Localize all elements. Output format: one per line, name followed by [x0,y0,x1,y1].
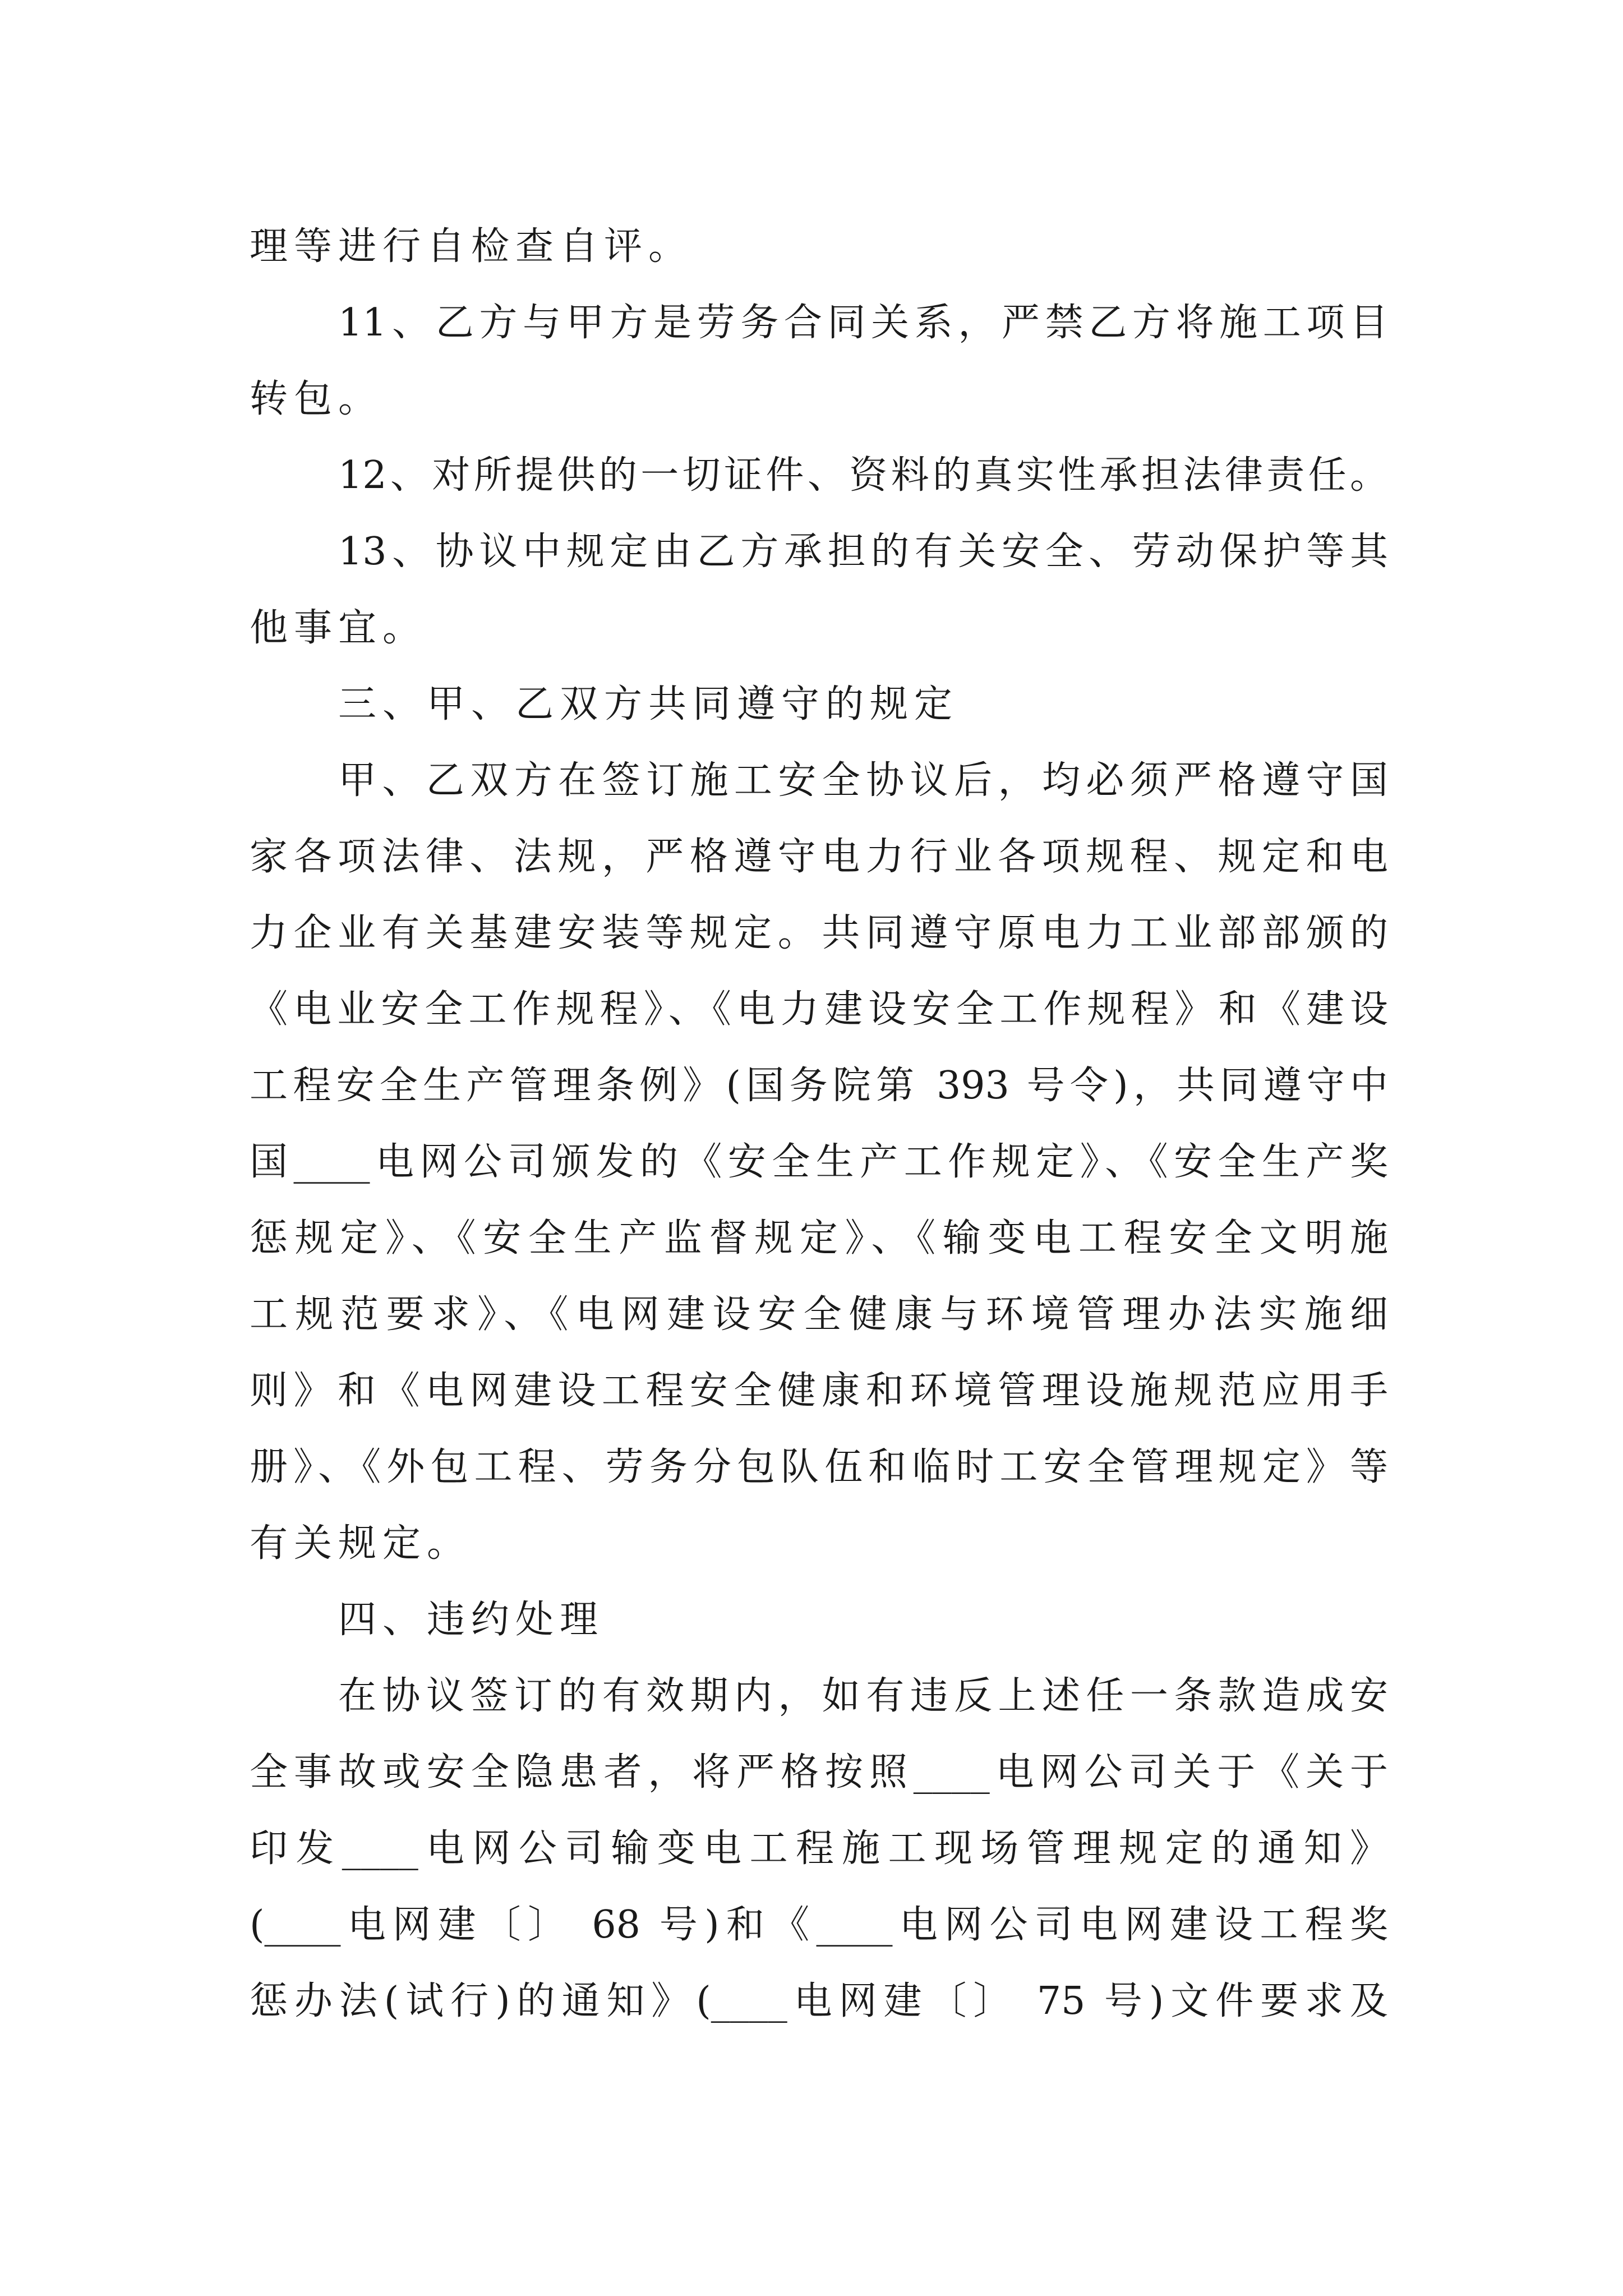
text-line: 甲、乙双方在签订施工安全协议后，均必须严格遵守国 [338,758,1388,803]
text-line: 转包。 [250,377,383,421]
text-line: 惩规定》、《安全生产监督规定》、《输变电工程安全文明施 [250,1216,1388,1260]
section-heading: 三、甲、乙双方共同遵守的规定 [338,682,959,726]
text-line: 理等进行自检查自评。 [250,224,693,269]
text-line: 13、协议中规定由乙方承担的有关安全、劳动保护等其 [338,530,1388,574]
text-line: 全事故或安全隐患者，将严格按照____电网公司关于《关于 [250,1750,1388,1795]
text-line: 在协议签订的有效期内，如有违反上述任一条款造成安 [338,1674,1388,1718]
text-line: 12、对所提供的一切证件、资料的真实性承担法律责任。 [338,453,1388,498]
section-heading: 四、违约处理 [338,1598,605,1642]
text-line: 工规范要求》、《电网建设安全健康与环境管理办法实施细 [250,1292,1388,1337]
text-line: 他事宜。 [250,606,427,650]
text-line: 册》、《外包工程、劳务分包队伍和临时工安全管理规定》等 [250,1445,1388,1489]
text-line: 力企业有关基建安装等规定。共同遵守原电力工业部部颁的 [250,911,1388,955]
text-line: 惩办法(试行)的通知》(____电网建〔〕 75 号)文件要求及 [250,1979,1388,2023]
text-line: 国____电网公司颁发的《安全生产工作规定》、《安全生产奖 [250,1140,1388,1184]
text-line: 则》和《电网建设工程安全健康和环境管理设施规范应用手 [250,1369,1388,1413]
text-line: 工程安全生产管理条例》(国务院第 393 号令)，共同遵守中 [250,1064,1388,1108]
text-line: 家各项法律、法规，严格遵守电力行业各项规程、规定和电 [250,835,1388,879]
text-line: 有关规定。 [250,1521,472,1566]
text-line: 印发____电网公司输变电工程施工现场管理规定的通知》 [250,1826,1388,1871]
text-line: 《电业安全工作规程》、《电力建设安全工作规程》和《建设 [250,987,1388,1032]
text-line: 11、乙方与甲方是劳务合同关系，严禁乙方将施工项目 [338,301,1388,345]
text-line: (____电网建〔〕 68 号)和《____电网公司电网建设工程奖 [250,1903,1388,1947]
